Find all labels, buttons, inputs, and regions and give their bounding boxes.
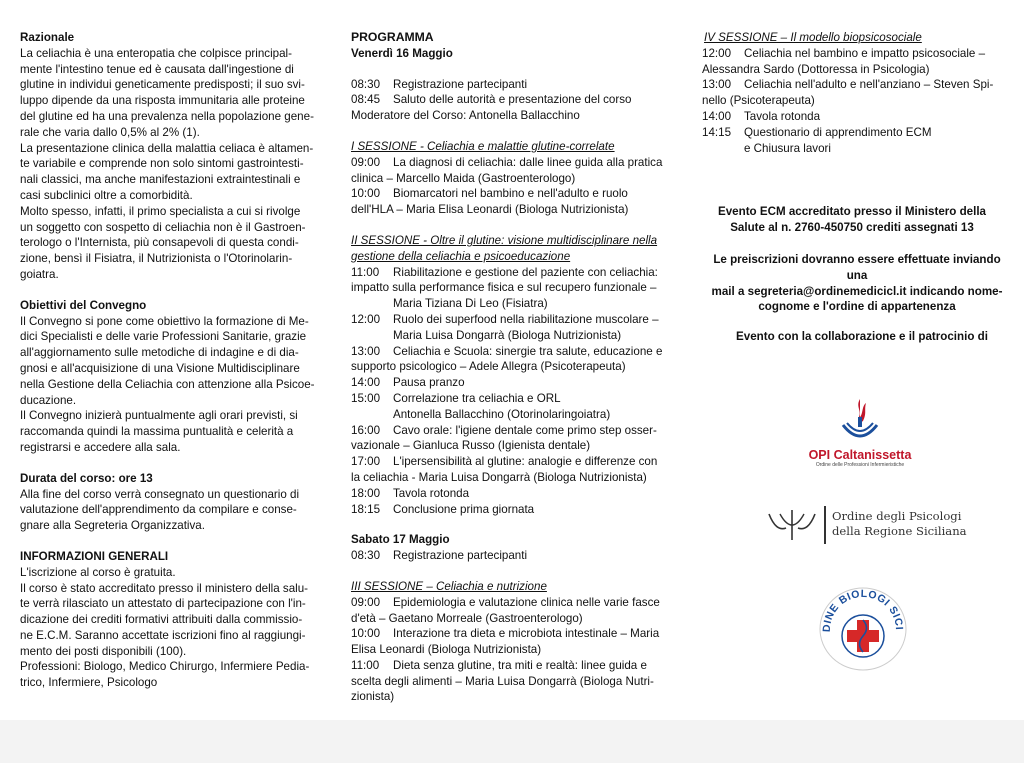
program-item [351, 344, 675, 376]
program-text: Tavola rotonda [393, 486, 470, 500]
column-middle [351, 30, 675, 705]
program-item [702, 77, 1002, 109]
razionale-line: terologo o l'Internista, più consapevoli di questa condi- [20, 236, 299, 250]
razionale-line: goiatra. [20, 267, 59, 281]
program-text: Saluto delle autorità e presentazione del corso [393, 93, 632, 107]
opening-items [351, 77, 675, 109]
program-text-continued: la celiachia - Maria Luisa Dongarrà (Biologa Nutrizionista) [351, 470, 647, 484]
program-text: Ruolo dei superfood nella riabilitazione muscolare – [393, 312, 659, 326]
program-item [351, 423, 675, 455]
program-text-continued: vazionale – Gianluca Russo (Igienista dentale) [351, 439, 591, 453]
program-text-continued: impatto sulla performance fisica e sul recupero funzionale – [351, 281, 657, 295]
program-time: 12:00 [351, 312, 381, 326]
obiettivi-line: gnosi e all'acquisizione di una Visione Multidisciplinare [20, 361, 300, 375]
program-text-continued: d'età – Gaetano Morreale (Gastroenterologo) [351, 611, 583, 625]
program-text: Correlazione tra celiachia e ORL [393, 391, 561, 405]
info-text [20, 565, 328, 691]
session-1-items [351, 155, 675, 218]
ecm-block [702, 204, 1002, 236]
program-time: 18:15 [351, 502, 381, 516]
program-time: 09:00 [351, 155, 381, 169]
razionale-line: nali classici, ma anche manifestazioni extraintestinali e [20, 173, 301, 187]
program-time: 14:15 [702, 125, 732, 139]
psicologi-logo [766, 506, 1006, 546]
collab-block [702, 330, 1022, 343]
program-speaker: Maria Luisa Dongarrà (Biologa Nutrizionista) [393, 328, 622, 342]
program-text: Celiachia nel bambino e impatto psicosociale – [744, 46, 986, 60]
program-speaker: e Chiusura lavori [744, 141, 831, 155]
collab-text: Evento con la collaborazione e il patrocinio di [736, 330, 988, 343]
program-text-continued: scelta degli alimenti – Maria Luisa Dongarrà (Biologa Nutri- [351, 674, 654, 688]
program-time: 13:00 [702, 78, 732, 92]
razionale-text [20, 46, 328, 283]
ecm-line: Salute al n. 2760-450750 crediti assegnati 13 [730, 220, 974, 234]
program-time: 14:00 [351, 376, 381, 390]
program-text-continued: Alessandra Sardo (Dottoressa in Psicologia) [702, 62, 930, 76]
session-4-title: IV SESSIONE – Il modello biopsicosociale [704, 31, 922, 44]
program-text-continued: clinica – Marcello Maida (Gastroenterologo) [351, 171, 576, 185]
obiettivi-line: raccomanda quindi la massima puntualità e celerità a [20, 425, 294, 439]
psi-name [832, 509, 967, 539]
obiettivi-line: Il Convegno inizierà puntualmente agli orari previsti, si [20, 409, 298, 423]
opi-emblem-icon [837, 395, 883, 443]
program-item [351, 77, 675, 93]
program-speaker: Maria Tiziana Di Leo (Fisiatra) [393, 297, 548, 311]
session-3-title: III SESSIONE – Celiachia e nutrizione [351, 579, 547, 593]
preiscrizioni-line: cognome e l'ordine di appartenenza [758, 300, 956, 314]
program-time: 17:00 [351, 455, 381, 469]
info-line: ne E.C.M. Saranno accettate iscrizioni fino al raggiungi- [20, 628, 306, 642]
program-text: Celiachia nell'adulto e nell'anziano – Steven Spi- [744, 78, 994, 92]
razionale-line: te variabile e comprende non solo sintomi gastrointesti- [20, 157, 304, 171]
psi-line: Ordine degli Psicologi [832, 509, 962, 523]
preiscrizioni-block [702, 252, 1012, 315]
program-text-continued: Elisa Leonardi (Biologa Nutrizionista) [351, 643, 542, 657]
program-item [351, 454, 675, 486]
program-item [351, 548, 675, 564]
program-text: Tavola rotonda [744, 109, 821, 123]
program-item [351, 312, 675, 344]
psi-line: della Regione Siciliana [832, 524, 967, 538]
program-text-continued: supporto psicologico – Adele Allegra (Psicoterapeuta) [351, 360, 626, 374]
obiettivi-text [20, 314, 328, 456]
program-speaker: Antonella Ballacchino (Otorinolaringoiatra) [393, 407, 611, 421]
preiscrizioni-line: mail a segreteria@ordinemedicicl.it indicando nome- [711, 284, 1003, 298]
program-time: 11:00 [351, 265, 380, 279]
info-line: trico, Infermiere, Psicologo [20, 676, 158, 690]
program-item [351, 391, 675, 423]
info-line: mento dei posti disponibili (100). [20, 644, 187, 658]
program-time: 09:00 [351, 595, 381, 609]
obiettivi-line: nella Gestione della Celiachia con attenzione alla Psicoe- [20, 377, 315, 391]
program-item [351, 155, 675, 187]
session-2-items [351, 265, 675, 518]
info-line: L'iscrizione al corso è gratuita. [20, 565, 176, 579]
program-text: Cavo orale: l'igiene dentale come primo step osser- [393, 423, 657, 437]
info-line: Professioni: Biologo, Medico Chirurgo, Infermiere Pedia- [20, 660, 310, 674]
program-text: La diagnosi di celiachia: dalle linee guida alla pratica [393, 155, 663, 169]
info-line: Il corso è stato accreditato presso il ministero della salu- [20, 581, 309, 595]
program-time: 14:00 [702, 109, 732, 123]
razionale-line: del glutine ed ha una prevalenza nella popolazione gene- [20, 109, 314, 123]
program-text: Conclusione prima giornata [393, 502, 535, 516]
program-time: 08:30 [351, 549, 381, 563]
program-text: Pausa pranzo [393, 376, 465, 390]
program-item [351, 626, 675, 658]
session-3-items [351, 595, 675, 706]
day2-items [351, 548, 675, 564]
obiettivi-line: all'aggiornamento sulle metodiche di indagine e di dia- [20, 346, 299, 360]
program-item [351, 486, 675, 502]
psi-divider [824, 506, 826, 544]
program-item [351, 595, 675, 627]
durata-text [20, 487, 328, 534]
program-item [351, 375, 675, 391]
razionale-title: Razionale [20, 31, 75, 44]
razionale-line: Molto spesso, infatti, il primo specialista a cui si rivolge [20, 204, 301, 218]
ecm-line: Evento ECM accreditato presso il Ministero della [717, 205, 986, 218]
opi-name: OPI Caltanissetta [808, 448, 912, 462]
program-time: 11:00 [351, 658, 380, 672]
durata-line: valutazione dell'apprendimento da compilare e conse- [20, 503, 297, 517]
session-2-title-line1: II SESSIONE - Oltre il glutine: visione multidisciplinare nella [351, 233, 658, 247]
program-item [351, 186, 675, 218]
programma-title: PROGRAMMA [351, 30, 434, 44]
program-item [702, 125, 1002, 157]
info-line: te verrà rilasciato un attestato di partecipazione con l'in- [20, 597, 306, 611]
razionale-line: La celiachia è una enteropatia che colpisce principal- [20, 46, 292, 60]
razionale-line: luppo dipende da una risposta immunitaria alle proteine [20, 94, 305, 108]
program-time: 18:00 [351, 486, 381, 500]
moderatore: Moderatore del Corso: Antonella Ballacchino [351, 109, 580, 123]
psi-symbol-icon [766, 508, 818, 542]
razionale-line: rale che varia dallo 0,5% al 2% (1). [20, 125, 200, 139]
program-text: Dieta senza glutine, tra miti e realtà: linee guida e [393, 658, 647, 672]
program-item [351, 92, 675, 108]
info-title: INFORMAZIONI GENERALI [20, 549, 169, 563]
column-right [702, 30, 1002, 156]
program-text: Interazione tra dieta e microbiota intestinale – Maria [393, 627, 660, 641]
program-time: 16:00 [351, 423, 381, 437]
info-line: dicazione dei crediti formativi attribuiti dalla commissio- [20, 613, 303, 627]
obiettivi-line: dici Specialisti e delle varie Professioni Sanitarie, grazie [20, 330, 307, 344]
preiscrizioni-line: Le preiscrizioni dovranno essere effettuate inviando una [713, 253, 1001, 282]
razionale-line: casi subclinici oltre a comorbidità. [20, 188, 193, 202]
razionale-line: glutine in individui geneticamente predisposti; il suo svi- [20, 78, 305, 92]
program-text-continued: nello (Psicoterapeuta) [702, 94, 815, 108]
program-text: L'ipersensibilità al glutine: analogie e differenze con [393, 455, 658, 469]
day1-title: Venerdì 16 Maggio [351, 46, 453, 60]
program-item [702, 109, 1002, 125]
session-2-title-line2: gestione della celiachia e psicoeducazione [351, 249, 571, 263]
durata-line: gnare alla Segreteria Organizzativa. [20, 519, 205, 533]
program-item [351, 265, 675, 312]
column-left [20, 30, 328, 691]
program-text: Registrazione partecipanti [393, 77, 528, 91]
obiettivi-line: Il Convegno si pone come obiettivo la formazione di Me- [20, 314, 309, 328]
program-text: Questionario di apprendimento ECM [744, 125, 932, 139]
program-time: 10:00 [351, 627, 381, 641]
program-time: 10:00 [351, 187, 381, 201]
program-text: Riabilitazione e gestione del paziente con celiachia: [393, 265, 658, 279]
program-item [702, 46, 1002, 78]
program-time: 08:45 [351, 93, 381, 107]
biologi-seal-icon [818, 584, 908, 672]
program-text: Registrazione partecipanti [393, 549, 528, 563]
program-time: 08:30 [351, 77, 381, 91]
obiettivi-title: Obiettivi del Convegno [20, 298, 147, 312]
program-time: 12:00 [702, 46, 732, 60]
program-text-continued: zionista) [351, 690, 395, 704]
program-text: Celiachia e Scuola: sinergie tra salute, educazione e [393, 344, 663, 358]
biologi-seal-text: DINE BIOLOGI SICI [820, 587, 906, 633]
durata-title: Durata del corso: ore 13 [20, 471, 153, 485]
razionale-line: La presentazione clinica della malattia celiaca è altamen- [20, 141, 314, 155]
razionale-line: zione, bensì il Fisiatra, il Nutrizionista o l'Otorinolarin- [20, 252, 293, 266]
program-time: 13:00 [351, 344, 381, 358]
program-text: Biomarcatori nel bambino e nell'adulto e ruolo [393, 187, 628, 201]
session-1-title: I SESSIONE - Celiachia e malattie glutine-correlate [351, 139, 615, 153]
obiettivi-line: registrarsi e accedere alla sala. [20, 440, 181, 454]
day2-title: Sabato 17 Maggio [351, 533, 450, 547]
opi-subtitle: Ordine delle Professioni Infermieristiche [815, 462, 905, 468]
program-text: Epidemiologia e valutazione clinica nelle varie fasce [393, 595, 660, 609]
program-item [351, 502, 675, 518]
opi-logo [800, 395, 920, 468]
razionale-line: un soggetto con sospetto di celiachia non è il Gastroen- [20, 220, 306, 234]
program-time: 15:00 [351, 391, 381, 405]
biologi-logo [818, 584, 908, 677]
session-4-items [702, 46, 1002, 157]
program-text-continued: dell'HLA – Maria Elisa Leonardi (Biologa Nutrizionista) [351, 203, 629, 217]
program-item [351, 658, 675, 705]
obiettivi-line: ducazione. [20, 393, 77, 407]
razionale-line: mente l'intestino tenue ed è causata dall'ingestione di [20, 62, 294, 76]
durata-line: Alla fine del corso verrà consegnato un questionario di [20, 487, 300, 501]
